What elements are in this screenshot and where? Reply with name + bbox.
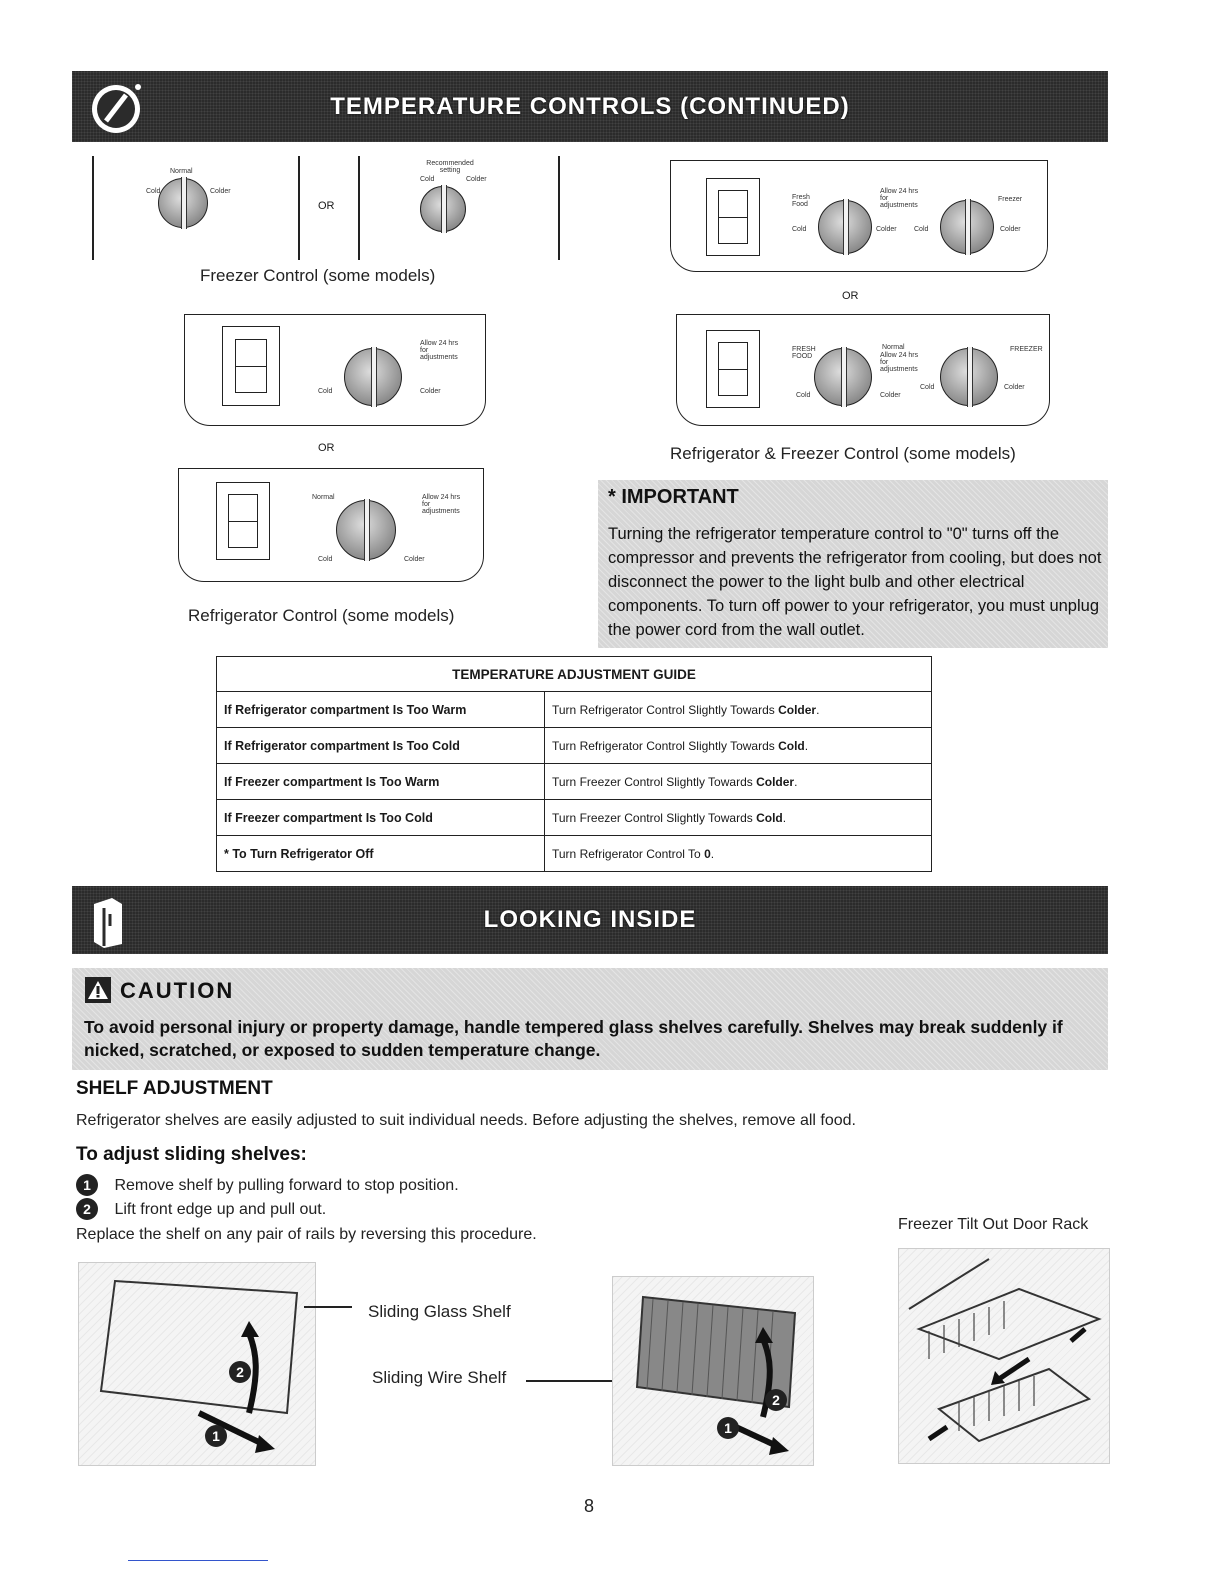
step-number: 1 xyxy=(717,1417,739,1439)
guide-title: TEMPERATURE ADJUSTMENT GUIDE xyxy=(217,657,932,692)
shelf-replace-text: Replace the shelf on any pair of rails by reversing this procedure. xyxy=(76,1226,537,1243)
combo-or-label: OR xyxy=(842,290,859,302)
dial-icon xyxy=(86,77,148,142)
warning-icon xyxy=(84,976,112,1009)
combo-dial-fresh xyxy=(818,200,872,254)
wire-shelf-label: Sliding Wire Shelf xyxy=(372,1368,507,1387)
page-number: 8 xyxy=(584,1496,595,1516)
freezer-dial-2 xyxy=(420,186,466,232)
looking-inside-banner xyxy=(72,886,1108,954)
important-heading: * IMPORTANT xyxy=(608,486,739,508)
fridge-or-label: OR xyxy=(318,442,335,454)
step-number: 1 xyxy=(76,1174,98,1196)
glass-shelf-leader xyxy=(304,1306,352,1308)
caution-body: To avoid personal injury or property damage, handle tempered glass shelves carefully. Shelves may break suddenly if nicked, scratched, or exposed to sudden temperature change. xyxy=(84,1017,1063,1060)
freezer-dial-1 xyxy=(158,178,208,228)
guide-condition: If Freezer compartment Is Too Cold xyxy=(217,800,545,836)
door-rack-illustration xyxy=(898,1248,1110,1464)
freezer-or-label: OR xyxy=(318,200,335,212)
wire-shelf-leader xyxy=(526,1380,612,1382)
glass-shelf-illustration xyxy=(78,1262,316,1466)
step-number: 1 xyxy=(205,1425,227,1447)
combo-dial-freezer xyxy=(940,200,994,254)
combo-switch-1 xyxy=(706,178,760,256)
guide-action: Turn Refrigerator Control Slightly Towards Colder. xyxy=(545,692,932,728)
shelf-step xyxy=(76,1174,459,1196)
table-row xyxy=(217,692,932,728)
caution-notice xyxy=(72,968,1108,1070)
step-number: 2 xyxy=(229,1361,251,1383)
step-text: Lift front edge up and pull out. xyxy=(114,1201,327,1218)
freezer-control-caption: Freezer Control (some models) xyxy=(200,266,436,285)
combo-dial-freezer-2 xyxy=(940,348,998,406)
step-number: 2 xyxy=(765,1389,787,1411)
shelf-intro: Refrigerator shelves are easily adjusted to suit individual needs. Before adjusting the shelves, remove all food. xyxy=(76,1112,856,1129)
table-row xyxy=(217,764,932,800)
wire-shelf-illustration xyxy=(612,1276,814,1466)
guide-action: Turn Refrigerator Control Slightly Towards Cold. xyxy=(545,728,932,764)
combo-control-caption: Refrigerator & Freezer Control (some models) xyxy=(670,444,1016,463)
step-number: 2 xyxy=(76,1198,98,1220)
fridge-switch-1 xyxy=(222,326,280,406)
door-rack-label: Freezer Tilt Out Door Rack xyxy=(898,1216,1089,1233)
step-text: Remove shelf by pulling forward to stop position. xyxy=(114,1177,459,1194)
fridge-dial-2 xyxy=(336,500,396,560)
shelf-heading: SHELF ADJUSTMENT xyxy=(76,1078,273,1099)
temperature-adjustment-guide xyxy=(216,656,932,872)
guide-condition: If Refrigerator compartment Is Too Warm xyxy=(217,692,545,728)
temperature-controls-banner xyxy=(72,71,1108,142)
table-row xyxy=(217,836,932,872)
fridge-control-caption: Refrigerator Control (some models) xyxy=(188,606,455,625)
table-row xyxy=(217,728,932,764)
table-row xyxy=(217,800,932,836)
banner-title: LOOKING INSIDE xyxy=(483,906,697,933)
important-body: Turning the refrigerator temperature control to "0" turns off the compressor and prevents the refrigerator from cooling, but does not disconnect the power to the light bulb and other electrical components. To turn off power to your refrigerator, you must unplug the power cord from the wall outlet. xyxy=(608,525,1102,639)
glass-shelf-label: Sliding Glass Shelf xyxy=(368,1302,511,1321)
combo-switch-2 xyxy=(706,330,760,408)
guide-condition: If Refrigerator compartment Is Too Cold xyxy=(217,728,545,764)
fridge-dial-1 xyxy=(344,348,402,406)
shelf-step xyxy=(76,1198,326,1220)
guide-condition: If Freezer compartment Is Too Warm xyxy=(217,764,545,800)
fridge-switch-2 xyxy=(216,482,270,560)
banner-title: TEMPERATURE CONTROLS (CONTINUED) xyxy=(330,92,850,120)
guide-action: Turn Freezer Control Slightly Towards Colder. xyxy=(545,764,932,800)
caution-heading: CAUTION xyxy=(120,978,235,1003)
guide-action: Turn Refrigerator Control To 0. xyxy=(545,836,932,872)
shelf-subheading: To adjust sliding shelves: xyxy=(76,1144,307,1165)
guide-condition: * To Turn Refrigerator Off xyxy=(217,836,545,872)
important-notice xyxy=(598,480,1108,648)
guide-action: Turn Freezer Control Slightly Towards Cold. xyxy=(545,800,932,836)
refrigerator-icon xyxy=(88,894,128,953)
combo-dial-fresh-2 xyxy=(814,348,872,406)
footer-rule xyxy=(128,1560,268,1561)
